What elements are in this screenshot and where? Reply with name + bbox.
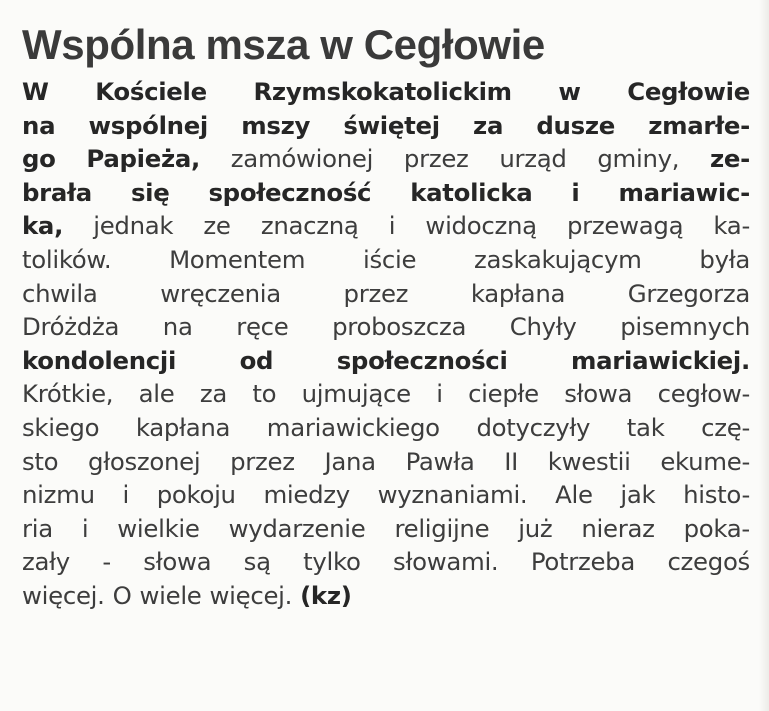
word: słowa: [143, 547, 212, 577]
text-line: [22, 142, 750, 176]
text-line: [22, 579, 750, 613]
article-title: Wspólna msza w Cegłowie: [22, 21, 545, 68]
word: histo-: [683, 480, 750, 510]
word: miedzy: [263, 480, 350, 510]
word: ka,: [22, 211, 64, 241]
word: Cegłowie: [627, 77, 750, 106]
word: za: [199, 379, 227, 409]
word: wręczenia: [160, 278, 281, 308]
word: wiele: [139, 580, 202, 610]
word: przez: [403, 144, 469, 174]
word: ale: [138, 379, 175, 409]
word: czegoś: [667, 547, 750, 577]
word: ręce: [236, 312, 289, 342]
word: Grzegorza: [627, 278, 750, 308]
word: ze-: [710, 144, 750, 174]
word: jak: [620, 480, 656, 510]
word: przewagą: [566, 211, 684, 241]
word: zmarłe-: [648, 110, 750, 140]
word: kapłana: [135, 412, 231, 442]
text-line: [22, 445, 750, 479]
text-line: [22, 545, 750, 579]
word: społeczności: [336, 345, 508, 375]
word: już: [518, 513, 553, 543]
word: kapłana: [470, 278, 566, 308]
word: go: [22, 144, 56, 174]
word: i: [81, 513, 89, 543]
word: tak: [626, 412, 665, 442]
word: nizmu: [22, 480, 95, 510]
text-line: [22, 176, 750, 210]
word: proboszcza: [332, 312, 467, 342]
word: O: [112, 580, 132, 610]
word: więcej.: [22, 580, 105, 610]
word: była: [699, 244, 750, 274]
word: więcej.: [209, 580, 293, 610]
word: tylko: [303, 547, 361, 577]
word: Kościele: [95, 77, 207, 106]
word: katolicka: [410, 177, 533, 207]
text-line: [22, 243, 750, 277]
word: społeczność: [208, 177, 372, 207]
word: to: [252, 379, 277, 409]
word: kondolencji: [22, 345, 177, 375]
word: i: [436, 379, 443, 409]
word: (kz): [300, 580, 352, 610]
word: głoszonej: [88, 446, 201, 476]
word: gminy,: [597, 144, 680, 174]
word: skiego: [22, 412, 100, 442]
word: -: [102, 547, 111, 577]
word: poka-: [683, 513, 750, 543]
word: mariawickiej.: [571, 345, 750, 375]
word: Jana: [324, 446, 376, 476]
word: świętej: [343, 110, 440, 140]
text-line: [22, 75, 750, 109]
word: czę-: [701, 412, 750, 442]
word: II: [504, 446, 519, 476]
text-line: [22, 109, 750, 143]
word: na: [22, 110, 56, 140]
word: W: [22, 77, 49, 106]
page-fold-shadow: [759, 0, 769, 711]
word: wspólnej: [88, 110, 208, 140]
word: przez: [230, 446, 295, 476]
article-body: [22, 75, 750, 613]
text-line: [22, 377, 750, 411]
text-line: [22, 344, 750, 378]
word: Ale: [555, 480, 593, 510]
word: za: [473, 110, 504, 140]
word: ciepłe: [468, 379, 539, 409]
word: nieraz: [581, 513, 655, 543]
word: wydarzenie: [228, 513, 366, 543]
word: mariawickiego: [266, 412, 440, 442]
word: pisemnych: [620, 312, 750, 342]
word: ka-: [713, 211, 750, 241]
word: Potrzeba: [530, 547, 636, 577]
word: dotyczyły: [476, 412, 591, 442]
word: sto: [22, 446, 59, 476]
word: pokoju: [156, 480, 236, 510]
word: Rzymskokatolickim: [253, 77, 512, 106]
word: kwestii: [547, 446, 631, 476]
word: mszy: [241, 110, 311, 140]
word: zaskakującym: [473, 244, 642, 274]
word: zały: [22, 547, 70, 577]
word: tolików.: [22, 244, 112, 274]
word: na: [162, 312, 193, 342]
text-line: [22, 411, 750, 445]
word: Krótkie,: [22, 379, 114, 409]
word: Momentem: [169, 244, 306, 274]
word: jednak: [93, 211, 174, 241]
word: dusze: [536, 110, 615, 140]
word: się: [130, 177, 170, 207]
word: ze: [203, 211, 231, 241]
word: Dróżdża: [22, 312, 120, 342]
word: w: [558, 77, 581, 106]
word: i: [122, 480, 129, 510]
word: urząd: [499, 144, 567, 174]
word: wielkie: [117, 513, 200, 543]
word: cegłow-: [657, 379, 750, 409]
word: od: [239, 345, 274, 375]
word: chwila: [22, 278, 98, 308]
word: słowami.: [393, 547, 499, 577]
word: są: [243, 547, 271, 577]
word: Chyły: [509, 312, 577, 342]
text-line: [22, 209, 750, 243]
word: znaczną: [260, 211, 359, 241]
word: Papieża,: [86, 144, 200, 174]
word: ekume-: [660, 446, 750, 476]
text-line: [22, 310, 750, 344]
word: zamówionej: [230, 144, 374, 174]
word: widoczną: [425, 211, 537, 241]
word: ria: [22, 513, 53, 543]
text-line: [22, 277, 750, 311]
text-line: [22, 478, 750, 512]
word: ujmujące: [301, 379, 411, 409]
word: mariawic-: [618, 177, 750, 207]
word: przez: [343, 278, 409, 308]
word: brała: [22, 177, 92, 207]
text-line: [22, 512, 750, 546]
word: słowa: [564, 379, 633, 409]
word: wyznaniami.: [377, 480, 528, 510]
article: [22, 18, 750, 613]
word: iście: [362, 244, 417, 274]
word: i: [388, 211, 396, 241]
word: Pawła: [405, 446, 475, 476]
word: religijne: [394, 513, 490, 543]
word: i: [571, 177, 580, 207]
